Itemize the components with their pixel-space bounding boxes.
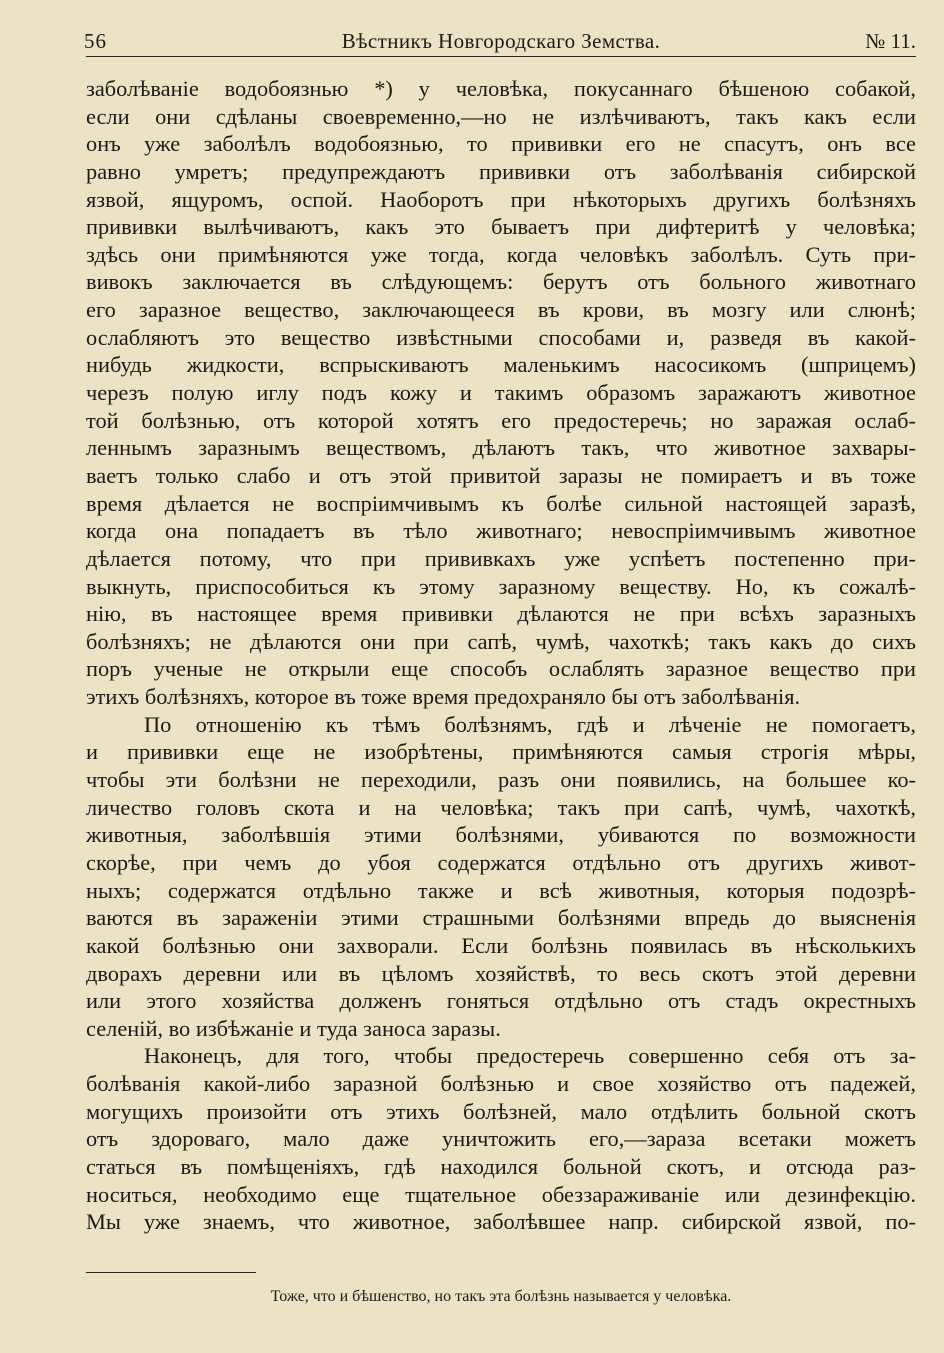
text-line: или этого хозяйства долженъ гоняться отдѣльно отъ стадъ окрестныхъ [86,988,916,1014]
journal-title: Вѣстникъ Новгородскаго Земства. [341,29,661,53]
page-number: 56 [84,29,107,53]
text-line: леннымъ заразнымъ веществомъ, дѣлаютъ такъ, что животное захвары- [86,435,916,461]
running-header [86,26,916,57]
footnote-divider [86,1272,256,1273]
text-line: болѣзняхъ; не дѣлаются они при сапѣ, чумѣ, чахоткѣ; такъ какъ до сихъ [86,628,916,654]
text-line: его заразное вещество, заключающееся въ крови, въ мозгу или слюнѣ; [86,297,916,323]
text-line: Наконецъ, для того, чтобы предостеречь совершенно себя отъ за- [144,1043,916,1069]
text-line: скорѣе, при чемъ до убоя содержатся отдѣльно отъ другихъ живот- [86,849,916,875]
text-line: дворахъ деревни или въ цѣломъ хозяйствѣ, то весь скотъ этой деревни [86,960,916,986]
text-line: той болѣзнью, отъ которой хотятъ его предостеречь; но заражая ослаб- [86,407,916,433]
text-line: чтобы эти болѣзни не переходили, разъ они появились, на большее ко- [86,767,916,793]
text-line: когда она попадаетъ въ тѣло животнаго; невоспріимчивымъ животное [86,518,916,544]
text-line: и прививки еще не изобрѣтены, примѣняются самыя строгія мѣры, [86,739,916,765]
text-line: Мы уже знаемъ, что животное, заболѣвшее напр. сибирской язвой, по- [86,1209,916,1235]
text-line: ваются въ зараженіи этими страшными болѣзнями впредь до выясненія [86,905,916,931]
text-line: язвой, ящуромъ, оспой. Наоборотъ при нѣкоторыхъ другихъ болѣзняхъ [86,186,916,212]
text-line: какой болѣзнью они захворали. Если болѣзнь появилась въ нѣсколькихъ [86,932,916,958]
text-line: могущихъ произойти отъ этихъ болѣзней, мало отдѣлить больной скотъ [86,1098,916,1124]
text-line: время дѣлается не воспріимчивымъ къ болѣе сильной настоящей заразѣ, [86,490,916,516]
text-line: этихъ болѣзняхъ, которое въ тоже время предохраняло бы отъ заболѣванія. [86,684,801,710]
text-line: селеній, во избѣжаніе и туда заноса заразы. [86,1015,501,1041]
text-line: ослабляютъ это вещество извѣстными способами и, разведя въ какой- [86,324,916,350]
text-line: носиться, необходимо еще тщательное обеззараживаніе или дезинфекцію. [86,1181,916,1207]
text-line: равно умретъ; предупреждаютъ прививки отъ заболѣванія сибирской [86,158,916,184]
issue-number: № 11. [865,29,916,53]
text-line: болѣванія какой-либо заразной болѣзнью и свое хозяйство отъ падежей, [86,1071,916,1097]
text-line: личество головъ скота и на человѣка; такъ при сапѣ, чумѣ, чахоткѣ, [86,794,916,820]
text-line: нибудь жидкости, вспрыскиваютъ маленькимъ насосикомъ (шприцемъ) [86,352,916,378]
text-line: дѣлается потому, что при прививкахъ уже успѣетъ постепенно при- [86,545,916,571]
text-line: прививки вылѣчиваютъ, какъ это бываетъ при дифтеритѣ у человѣка; [86,214,916,240]
footnote: Тоже, что и бѣшенство, но такъ эта болѣзнь называется у человѣка. [270,1288,732,1305]
article-body [86,75,916,1236]
text-line: выкнуть, приспособиться къ этому заразному веществу. Но, къ сожалѣ- [86,573,916,599]
text-line: По отношенію къ тѣмъ болѣзнямъ, гдѣ и лѣченіе не помогаетъ, [144,711,916,737]
text-line: ваетъ только слабо и отъ этой привитой заразы не помираетъ и въ тоже [86,462,916,488]
text-line: поръ ученые не открыли еще способъ ослаблять заразное вещество при [86,656,916,682]
text-line: животныя, заболѣвшія этими болѣзнями, убиваются по возможности [86,822,916,848]
text-line: ныхъ; содержатся отдѣльно также и всѣ животныя, которыя подозрѣ- [86,877,916,903]
text-line: заболѣваніе водобоязнью *) у человѣка, покусаннаго бѣшеною собакой, [86,76,916,101]
text-line: черезъ полую иглу подъ кожу и такимъ образомъ заражаютъ животное [86,380,916,406]
text-line: статься въ помѣщеніяхъ, гдѣ находился больной скотъ, и отсюда раз- [86,1153,916,1179]
text-line: онъ уже заболѣлъ водобоязнью, то прививки его не спасутъ, онъ все [86,131,916,157]
text-line: если они сдѣланы своевременно,—но не излѣчиваютъ, такъ какъ если [86,103,916,129]
text-line: вивокъ заключается въ слѣдующемъ: берутъ отъ больного животнаго [86,269,916,295]
text-line: здѣсь они примѣняются уже тогда, когда человѣкъ заболѣлъ. Суть при- [86,241,916,267]
text-line: нію, въ настоящее время прививки дѣлаются не при всѣхъ заразныхъ [86,601,916,627]
text-line: отъ здороваго, мало даже уничтожить его,—зараза всетаки можетъ [86,1126,916,1152]
